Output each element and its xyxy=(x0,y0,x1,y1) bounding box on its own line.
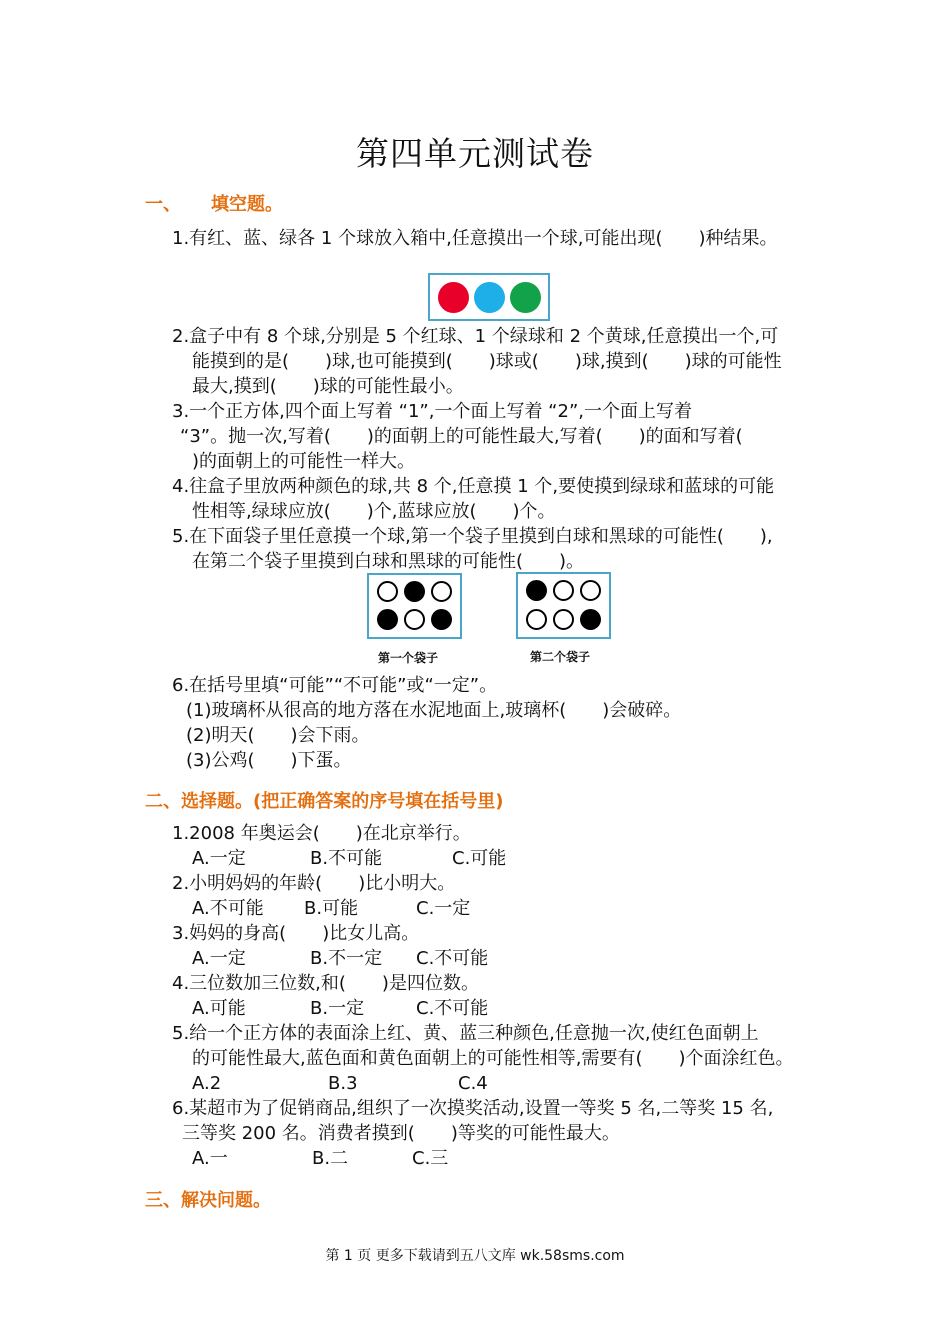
fill-q6-3: (3)公鸡( )下蛋。 xyxy=(186,750,352,771)
bag-1-figure xyxy=(367,573,462,639)
choice-q6-option-c: C.三 xyxy=(412,1148,449,1169)
fill-q2-line1: 2.盒子中有 8 个球,分别是 5 个红球、1 个绿球和 2 个黄球,任意摸出一个,可 xyxy=(172,326,779,347)
white-ball xyxy=(377,581,398,602)
choice-q1: 1.2008 年奥运会( )在北京举行。 xyxy=(172,823,471,844)
bag-1-caption: 第一个袋子 xyxy=(378,651,439,665)
choice-q5-option-b: B.3 xyxy=(328,1073,358,1094)
fill-q1: 1.有红、蓝、绿各 1 个球放入箱中,任意摸出一个球,可能出现( )种结果。 xyxy=(172,228,778,249)
choice-q3-option-c: C.不可能 xyxy=(416,948,489,969)
choice-q2: 2.小明妈妈的年龄( )比小明大。 xyxy=(172,873,456,894)
choice-q5-option-c: C.4 xyxy=(458,1073,488,1094)
fill-q3-line3: )的面朝上的可能性一样大。 xyxy=(192,451,416,472)
choice-q3-option-b: B.不一定 xyxy=(310,948,383,969)
white-ball xyxy=(580,580,601,601)
choice-q2-option-c: C.一定 xyxy=(416,898,471,919)
bag-2-caption: 第二个袋子 xyxy=(530,650,591,664)
fill-q5-line2: 在第二个袋子里摸到白球和黑球的可能性( )。 xyxy=(192,551,585,572)
choice-q5-line1: 5.给一个正方体的表面涂上红、黄、蓝三种颜色,任意抛一次,使红色面朝上 xyxy=(172,1023,759,1044)
choice-q1-option-b: B.不可能 xyxy=(310,848,383,869)
black-ball xyxy=(580,609,601,630)
choice-q6-line1: 6.某超市为了促销商品,组织了一次摸奖活动,设置一等奖 5 名,二等奖 15 名, xyxy=(172,1098,774,1119)
white-ball xyxy=(404,609,425,630)
choice-q3-option-a: A.一定 xyxy=(192,948,246,969)
section-2-heading: 二、选择题。(把正确答案的序号填在括号里) xyxy=(145,791,504,812)
choice-q6-line2: 三等奖 200 名。消费者摸到( )等奖的可能性最大。 xyxy=(182,1123,620,1144)
page-footer: 第 1 页 更多下载请到五八文库 wk.58sms.com xyxy=(325,1248,625,1264)
section-1-number: 一、 xyxy=(145,194,181,215)
choice-q4-option-c: C.不可能 xyxy=(416,998,489,1019)
page-title: 第四单元测试卷 xyxy=(356,134,594,173)
fill-q4-line2: 性相等,绿球应放( )个,蓝球应放( )个。 xyxy=(192,501,556,522)
black-ball xyxy=(404,581,425,602)
fill-q6: 6.在括号里填“可能”“不可能”或“一定”。 xyxy=(172,675,498,696)
section-1-heading: 填空题。 xyxy=(211,194,283,215)
fill-q5-line1: 5.在下面袋子里任意摸一个球,第一个袋子里摸到白球和黑球的可能性( ), xyxy=(172,526,773,547)
choice-q5-line2: 的可能性最大,蓝色面和黄色面朝上的可能性相等,需要有( )个面涂红色。 xyxy=(192,1048,794,1069)
balls-figure xyxy=(428,273,550,321)
fill-q3-line1: 3.一个正方体,四个面上写着 “1”,一个面上写着 “2”,一个面上写着 xyxy=(172,401,692,422)
white-ball xyxy=(553,609,574,630)
fill-q6-2: (2)明天( )会下雨。 xyxy=(186,725,370,746)
choice-q6-option-a: A.一 xyxy=(192,1148,228,1169)
choice-q2-option-b: B.可能 xyxy=(304,898,359,919)
choice-q4: 4.三位数加三位数,和( )是四位数。 xyxy=(172,973,479,994)
choice-q1-option-c: C.可能 xyxy=(452,848,507,869)
black-ball xyxy=(431,609,452,630)
fill-q3-line2: “3”。抛一次,写着( )的面朝上的可能性最大,写着( )的面和写着( xyxy=(180,426,743,447)
white-ball xyxy=(526,609,547,630)
fill-q2-line2: 能摸到的是( )球,也可能摸到( )球或( )球,摸到( )球的可能性 xyxy=(192,351,782,372)
choice-q3: 3.妈妈的身高( )比女儿高。 xyxy=(172,923,420,944)
white-ball xyxy=(553,580,574,601)
choice-q2-option-a: A.不可能 xyxy=(192,898,264,919)
fill-q4-line1: 4.往盒子里放两种颜色的球,共 8 个,任意摸 1 个,要使摸到绿球和蓝球的可能 xyxy=(172,476,775,497)
choice-q1-option-a: A.一定 xyxy=(192,848,246,869)
choice-q4-option-b: B.一定 xyxy=(310,998,365,1019)
black-ball xyxy=(526,580,547,601)
fill-q6-1: (1)玻璃杯从很高的地方落在水泥地面上,玻璃杯( )会破碎。 xyxy=(186,700,682,721)
choice-q5-option-a: A.2 xyxy=(192,1073,222,1094)
bag-2-figure xyxy=(516,572,611,639)
black-ball xyxy=(377,609,398,630)
green-ball xyxy=(510,282,541,313)
fill-q2-line3: 最大,摸到( )球的可能性最小。 xyxy=(192,376,464,397)
choice-q4-option-a: A.可能 xyxy=(192,998,246,1019)
choice-q6-option-b: B.二 xyxy=(312,1148,349,1169)
blue-ball xyxy=(474,282,505,313)
section-3-heading: 三、解决问题。 xyxy=(145,1190,271,1211)
white-ball xyxy=(431,581,452,602)
red-ball xyxy=(438,282,469,313)
